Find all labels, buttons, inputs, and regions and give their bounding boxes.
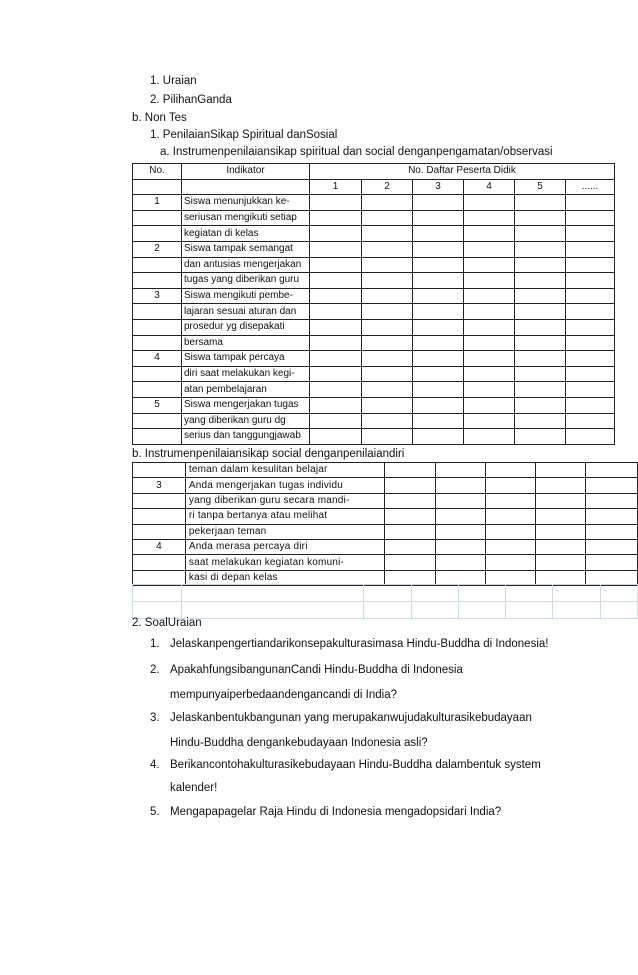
score-cell (413, 319, 464, 335)
row-number (133, 273, 182, 289)
score-cell (362, 319, 413, 335)
table-row (133, 226, 615, 242)
score-cell (536, 555, 586, 570)
score-cell (362, 257, 413, 273)
row-number (133, 382, 182, 398)
indikator-text: tugas yang diberikan guru (182, 273, 310, 289)
score-cell (310, 226, 362, 242)
question-text: mempunyaiperbedaandengancandi di India? (170, 689, 397, 701)
score-cell (464, 210, 515, 226)
score-cell (485, 478, 536, 493)
score-cell (464, 429, 515, 445)
table-row (133, 382, 615, 398)
row-number: 3 (133, 478, 186, 493)
score-cell (566, 319, 615, 335)
self-assessment-table (132, 462, 638, 586)
indikator-text: atan pembelajaran (182, 382, 310, 398)
indikator-text: yang diberikan guru dg (182, 413, 310, 429)
question-number: 3. (150, 712, 160, 724)
statement-text: ri tanpa bertanya atau melihat (185, 509, 384, 524)
score-cell (435, 493, 485, 508)
score-cell (566, 241, 615, 257)
score-cell (515, 397, 566, 413)
score-cell (413, 273, 464, 289)
table-row (133, 288, 615, 304)
score-cell (566, 382, 615, 398)
score-cell (536, 463, 586, 478)
row-number (133, 429, 182, 445)
score-cell (362, 273, 413, 289)
score-cell (515, 304, 566, 320)
question-text: Berikancontohakulturasikebudayaan Hindu-Buddha dalambentuk system (170, 759, 541, 771)
score-cell (362, 429, 413, 445)
score-cell (464, 382, 515, 398)
question-text: kalender! (170, 782, 218, 794)
question-number: 1. (150, 638, 160, 650)
indikator-text: diri saat melakukan kegi- (182, 366, 310, 382)
indikator-text: bersama (182, 335, 310, 351)
score-cell (566, 429, 615, 445)
participant-2: 2 (362, 179, 413, 195)
score-cell (515, 366, 566, 382)
participants-row (133, 179, 615, 195)
score-cell (413, 304, 464, 320)
indikator-text: Siswa mengikuti pembe- (182, 288, 310, 304)
score-cell (435, 555, 485, 570)
indikator-text: Siswa menunjukkan ke- (182, 195, 310, 211)
table-row (133, 413, 615, 429)
score-cell (413, 288, 464, 304)
table-row (133, 241, 615, 257)
score-cell (515, 273, 566, 289)
statement-text: Anda merasa percaya diri (185, 539, 384, 554)
table-row (133, 210, 615, 226)
score-cell (515, 257, 566, 273)
score-cell (413, 335, 464, 351)
table-row (133, 509, 638, 524)
score-cell (310, 397, 362, 413)
score-cell (515, 413, 566, 429)
score-cell (435, 478, 485, 493)
score-cell (413, 195, 464, 211)
score-cell (310, 257, 362, 273)
row-number (133, 319, 182, 335)
score-cell (485, 524, 536, 539)
score-cell (310, 335, 362, 351)
score-cell (362, 195, 413, 211)
score-cell (515, 288, 566, 304)
score-cell (362, 226, 413, 242)
score-cell (362, 351, 413, 367)
table-row (133, 273, 615, 289)
score-cell (385, 463, 436, 478)
score-cell (515, 226, 566, 242)
non-tes-heading: b. Non Tes (132, 112, 187, 124)
table-row (133, 351, 615, 367)
score-cell (362, 288, 413, 304)
score-cell (362, 241, 413, 257)
row-number: 3 (133, 288, 182, 304)
score-cell (413, 413, 464, 429)
score-cell (566, 257, 615, 273)
score-cell (385, 539, 436, 554)
score-cell (536, 478, 586, 493)
score-cell (515, 429, 566, 445)
score-cell (362, 397, 413, 413)
score-cell (464, 241, 515, 257)
score-cell (413, 241, 464, 257)
score-cell (385, 493, 436, 508)
question-text: Mengapapagelar Raja Hindu di Indonesia mengadopsidari India? (170, 806, 502, 818)
question-text: Jelaskanpengertiandarikonsepakulturasimasa Hindu-Buddha di Indonesia! (170, 638, 549, 650)
participant-3: 3 (413, 179, 464, 195)
score-cell (310, 319, 362, 335)
score-cell (310, 366, 362, 382)
row-number (133, 226, 182, 242)
indikator-text: seriusan mengikuti setiap (182, 210, 310, 226)
indikator-text: serius dan tanggungjawab (182, 429, 310, 445)
score-cell (362, 382, 413, 398)
table-row (133, 257, 615, 273)
score-cell (385, 555, 436, 570)
table-row (133, 478, 638, 493)
score-cell (413, 429, 464, 445)
score-cell (515, 351, 566, 367)
score-cell (362, 413, 413, 429)
score-cell (464, 397, 515, 413)
list-item-uraian: 1. Uraian (150, 75, 197, 87)
score-cell (464, 195, 515, 211)
score-cell (413, 351, 464, 367)
question-text: ApakahfungsibangunanCandi Hindu-Buddha di Indonesia (170, 664, 463, 676)
statement-text: Anda mengerjakan tugas individu (185, 478, 384, 493)
score-cell (515, 382, 566, 398)
question-number: 4. (150, 759, 160, 771)
faint-grid (132, 584, 638, 619)
score-cell (485, 539, 536, 554)
indikator-text: dan antusias mengerjakan (182, 257, 310, 273)
statement-text: teman dalam kesulitan belajar (185, 463, 384, 478)
row-number: 4 (133, 539, 186, 554)
question-text: Jelaskanbentukbangunan yang merupakanwujudakulturasikebudayaan (170, 712, 532, 724)
instrumen-b-heading: b. Instrumenpenilaiansikap social denganpenilaiandiri (132, 448, 405, 460)
score-cell (566, 397, 615, 413)
row-number (133, 463, 186, 478)
score-cell (413, 397, 464, 413)
score-cell (413, 226, 464, 242)
score-cell (586, 478, 638, 493)
score-cell (464, 413, 515, 429)
row-number (133, 555, 186, 570)
row-number (133, 524, 186, 539)
score-cell (310, 288, 362, 304)
question-text: Hindu-Buddha dengankebudayaan Indonesia asli? (170, 737, 428, 749)
score-cell (310, 351, 362, 367)
score-cell (485, 493, 536, 508)
score-cell (515, 319, 566, 335)
row-number (133, 493, 186, 508)
question-number: 2. (150, 664, 160, 676)
score-cell (485, 509, 536, 524)
score-cell (385, 524, 436, 539)
score-cell (515, 210, 566, 226)
score-cell (536, 524, 586, 539)
table-row (133, 524, 638, 539)
score-cell (566, 413, 615, 429)
score-cell (586, 463, 638, 478)
table-row (133, 539, 638, 554)
table-row (133, 195, 615, 211)
indikator-text: prosedur yg disepakati (182, 319, 310, 335)
score-cell (536, 493, 586, 508)
score-cell (586, 555, 638, 570)
table-row (133, 319, 615, 335)
table-header-row (133, 164, 615, 180)
row-number (133, 413, 182, 429)
score-cell (362, 335, 413, 351)
score-cell (310, 195, 362, 211)
score-cell (485, 463, 536, 478)
score-cell (536, 509, 586, 524)
score-cell (362, 304, 413, 320)
score-cell (586, 509, 638, 524)
score-cell (515, 195, 566, 211)
indikator-text: Siswa tampak percaya (182, 351, 310, 367)
score-cell (435, 539, 485, 554)
score-cell (566, 288, 615, 304)
score-cell (566, 273, 615, 289)
score-cell (485, 555, 536, 570)
row-number (133, 366, 182, 382)
soal-uraian-heading: 2. SoalUraian (132, 617, 202, 629)
statement-text: kasi di depan kelas (185, 570, 384, 585)
score-cell (464, 288, 515, 304)
row-number: 1 (133, 195, 182, 211)
row-number: 4 (133, 351, 182, 367)
score-cell (464, 304, 515, 320)
row-number: 2 (133, 241, 182, 257)
instrumen-a-heading: a. Instrumenpenilaiansikap spiritual dan social denganpengamatan/observasi (160, 146, 553, 158)
score-cell (515, 241, 566, 257)
score-cell (362, 366, 413, 382)
score-cell (566, 335, 615, 351)
list-item-pilihan-ganda: 2. PilihanGanda (150, 94, 232, 106)
row-number (133, 509, 186, 524)
score-cell (464, 226, 515, 242)
indikator-text: Siswa mengerjakan tugas (182, 397, 310, 413)
score-cell (310, 273, 362, 289)
score-cell (310, 413, 362, 429)
score-cell (586, 524, 638, 539)
table-row (133, 304, 615, 320)
indikator-text: kegiatan di kelas (182, 226, 310, 242)
statement-text: pekerjaan teman (185, 524, 384, 539)
score-cell (586, 539, 638, 554)
score-cell (435, 463, 485, 478)
col-daftar-header: No. Daftar Peserta Didik (310, 164, 615, 180)
row-number (133, 210, 182, 226)
col-no-header: No. (133, 164, 182, 180)
score-cell (385, 478, 436, 493)
score-cell (362, 210, 413, 226)
indikator-text: Siswa tampak semangat (182, 241, 310, 257)
score-cell (464, 351, 515, 367)
score-cell (515, 335, 566, 351)
score-cell (413, 366, 464, 382)
row-number (133, 335, 182, 351)
score-cell (413, 210, 464, 226)
table-row (133, 493, 638, 508)
question-number: 5. (150, 806, 160, 818)
score-cell (413, 257, 464, 273)
participant-1: 1 (310, 179, 362, 195)
score-cell (310, 210, 362, 226)
score-cell (566, 366, 615, 382)
row-number: 5 (133, 397, 182, 413)
table-row (133, 555, 638, 570)
score-cell (435, 509, 485, 524)
score-cell (464, 366, 515, 382)
score-cell (310, 304, 362, 320)
statement-text: yang diberikan guru secara mandi- (185, 493, 384, 508)
row-number (133, 257, 182, 273)
score-cell (413, 382, 464, 398)
score-cell (586, 493, 638, 508)
table-row (133, 366, 615, 382)
score-cell (566, 304, 615, 320)
score-cell (464, 319, 515, 335)
score-cell (536, 539, 586, 554)
table-row (133, 335, 615, 351)
score-cell (435, 524, 485, 539)
table-row (133, 429, 615, 445)
penilaian-sikap-heading: 1. PenilaianSikap Spiritual danSosial (150, 129, 338, 141)
score-cell (310, 382, 362, 398)
col-indikator-header: Indikator (182, 164, 310, 180)
score-cell (464, 273, 515, 289)
table-row (133, 463, 638, 478)
score-cell (566, 210, 615, 226)
participant-more: ...... (566, 179, 615, 195)
score-cell (566, 226, 615, 242)
score-cell (464, 257, 515, 273)
observation-table (132, 163, 615, 445)
indikator-text: lajaran sesuai aturan dan (182, 304, 310, 320)
score-cell (566, 351, 615, 367)
statement-text: saat melakukan kegiatan komuni- (185, 555, 384, 570)
score-cell (566, 195, 615, 211)
table-row (133, 397, 615, 413)
participant-5: 5 (515, 179, 566, 195)
score-cell (310, 241, 362, 257)
score-cell (464, 335, 515, 351)
score-cell (385, 509, 436, 524)
score-cell (310, 429, 362, 445)
participant-4: 4 (464, 179, 515, 195)
row-number (133, 304, 182, 320)
